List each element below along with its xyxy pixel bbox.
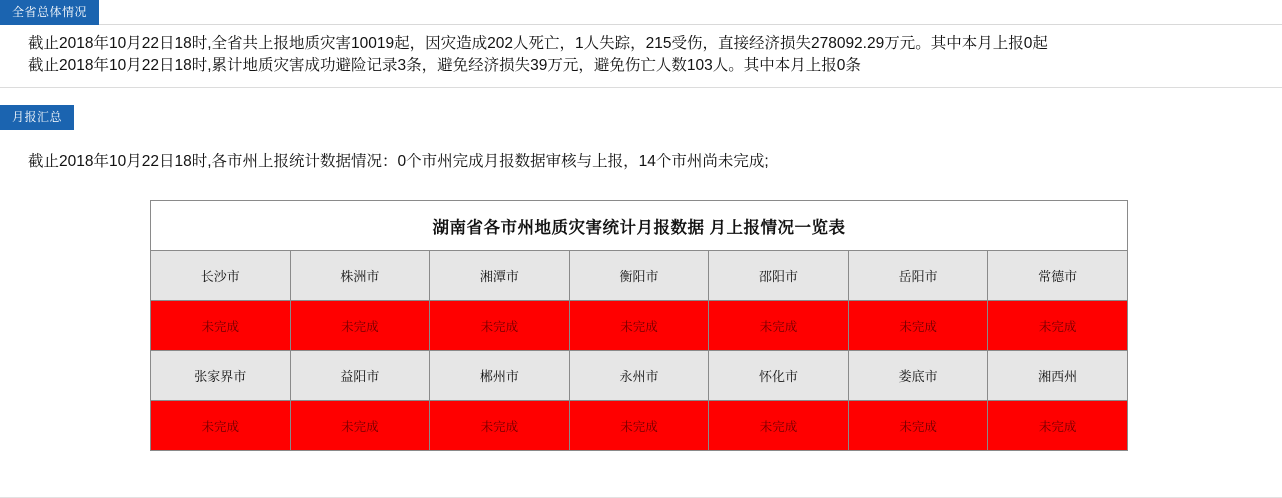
month-report-note: 截止2018年10月22日18时,各市州上报统计数据情况：0个市州完成月报数据审核与上报，14个市州尚未完成;: [28, 153, 769, 170]
status-badge: 未完成: [290, 301, 430, 351]
city-cell[interactable]: 邵阳市: [709, 251, 849, 301]
overall-summary-line-1: 截止2018年10月22日18时,全省共上报地质灾害10019起，因灾造成202人死亡，1人失踪，215受伤，直接经济损失278092.29万元。其中本月上报0起: [28, 35, 1048, 52]
city-cell[interactable]: 株洲市: [290, 251, 430, 301]
table-row: [151, 301, 1128, 351]
status-badge: 未完成: [569, 301, 709, 351]
overall-section-header: [0, 0, 1282, 25]
status-badge: 未完成: [569, 401, 709, 451]
city-cell[interactable]: 长沙市: [151, 251, 291, 301]
table-title: 湖南省各市州地质灾害统计月报数据 月上报情况一览表: [151, 201, 1128, 251]
status-badge: 未完成: [151, 401, 291, 451]
month-report-table: [150, 200, 1128, 451]
status-badge: 未完成: [848, 301, 988, 351]
status-badge: 未完成: [151, 301, 291, 351]
city-cell[interactable]: 湘西州: [988, 351, 1128, 401]
month-report-section: [0, 105, 1282, 451]
status-badge: 未完成: [430, 301, 570, 351]
status-badge: 未完成: [709, 401, 849, 451]
month-report-table-wrap: [0, 200, 1282, 451]
city-cell[interactable]: 湘潭市: [430, 251, 570, 301]
table-row: [151, 251, 1128, 301]
status-badge: 未完成: [848, 401, 988, 451]
section-tab-overall[interactable]: 全省总体情况: [0, 0, 99, 25]
section-tab-month[interactable]: 月报汇总: [0, 105, 74, 130]
city-cell[interactable]: 衡阳市: [569, 251, 709, 301]
table-row: [151, 351, 1128, 401]
city-cell[interactable]: 永州市: [569, 351, 709, 401]
city-cell[interactable]: 岳阳市: [848, 251, 988, 301]
month-section-header: [0, 105, 1282, 132]
city-cell[interactable]: 常德市: [988, 251, 1128, 301]
overall-summary-line-2: 截止2018年10月22日18时,累计地质灾害成功避险记录3条，避免经济损失39万元，避免伤亡人数103人。其中本月上报0条: [28, 57, 861, 74]
city-cell[interactable]: 张家界市: [151, 351, 291, 401]
status-badge: 未完成: [430, 401, 570, 451]
table-row: [151, 401, 1128, 451]
status-badge: 未完成: [988, 301, 1128, 351]
table-title-row: [151, 201, 1128, 251]
city-cell[interactable]: 益阳市: [290, 351, 430, 401]
status-badge: 未完成: [988, 401, 1128, 451]
city-cell[interactable]: 怀化市: [709, 351, 849, 401]
status-badge: 未完成: [709, 301, 849, 351]
status-badge: 未完成: [290, 401, 430, 451]
city-cell[interactable]: 娄底市: [848, 351, 988, 401]
overall-summary-block: [0, 25, 1282, 88]
city-cell[interactable]: 郴州市: [430, 351, 570, 401]
